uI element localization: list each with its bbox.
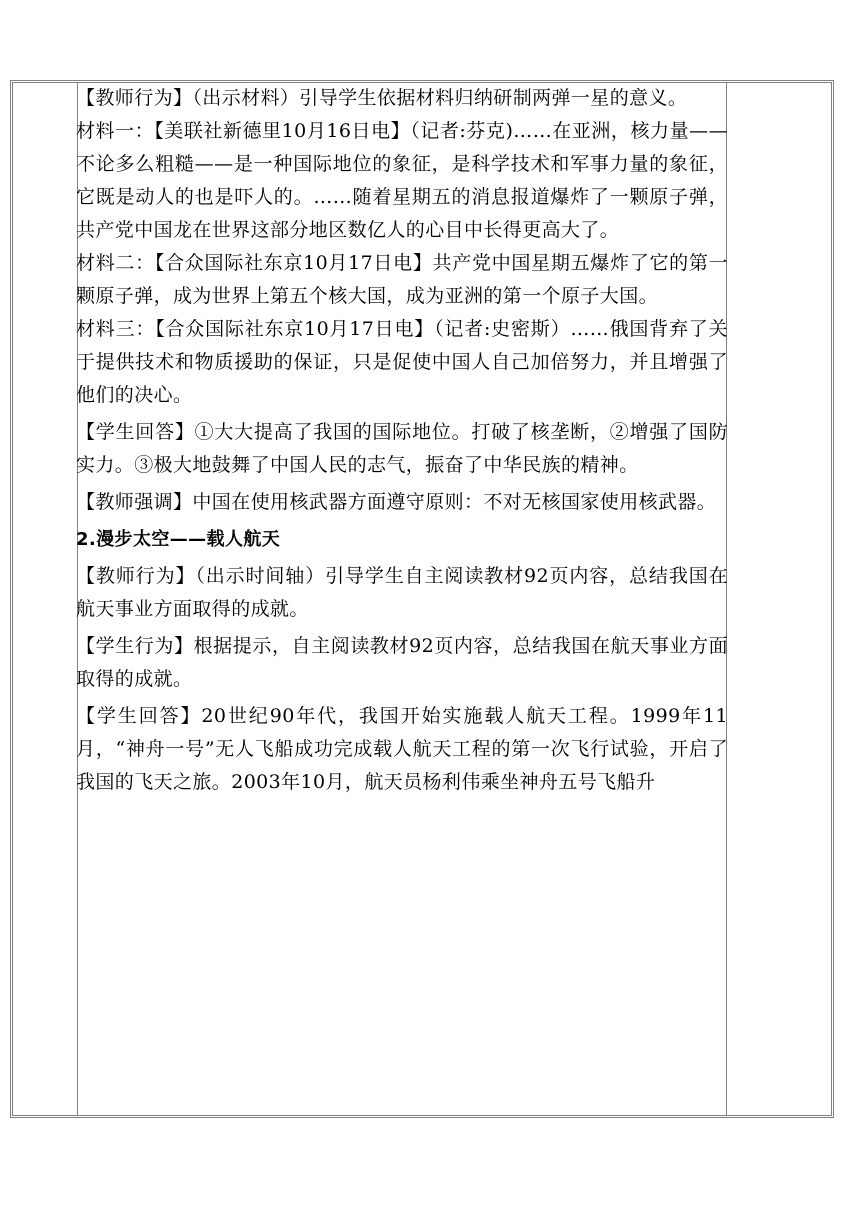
teacher-emphasis-paragraph: 【教师强调】中国在使用核武器方面遵守原则：不对无核国家使用核武器。 — [76, 491, 717, 513]
student-answer-paragraph: 【学生回答】①大大提高了我国的国际地位。打破了核垄断，②增强了国防实力。③极大地鼓舞了中国人民的志气，振奋了中华民族的精神。 — [76, 421, 728, 476]
teacher-action-paragraph: 【教师行为】（出示材料）引导学生依据材料归纳研制两弹一星的意义。 — [76, 87, 688, 109]
material-two-paragraph: 材料二：【合众国际社东京10月17日电】共产党中国星期五爆炸了它的第一颗原子弹，成为世界上第五个核大国，成为亚洲的第一个原子大国。 — [76, 252, 728, 307]
material-one-paragraph: 材料一：【美联社新德里10月16日电】（记者:芬克)……在亚洲，核力量——不论多么粗糙——是一种国际地位的象征，是科学技术和军事力量的象征，它既是动人的也是吓人的。……随着星期五的消息报道爆炸了一颗原子弹，共产党中国龙在世界这部分地区数亿人的心目中长得更高大了。 — [76, 120, 728, 241]
teacher-action-paragraph-2: 【教师行为】（出示时间轴）引导学生自主阅读教材92页内容，总结我国在航天事业方面取得的成就。 — [76, 565, 728, 620]
material-three-paragraph: 材料三：【合众国际社东京10月17日电】（记者:史密斯）……俄国背弃了关于提供技术和物质援助的保证，只是促使中国人自己加倍努力，并且增强了他们的决心。 — [76, 318, 728, 406]
lesson-content-cell — [76, 82, 728, 799]
student-action-paragraph: 【学生行为】根据提示，自主阅读教材92页内容，总结我国在航天事业方面取得的成就。 — [76, 635, 728, 690]
section-heading: 2.漫步太空——载人航天 — [76, 529, 281, 550]
student-answer-paragraph-2: 【学生回答】20世纪90年代，我国开始实施载人航天工程。1999年11月，“神舟一号”无人飞船成功完成载人航天工程的第一次飞行试验，开启了我国的飞天之旅。2003年10月，航天员杨利伟乘坐神舟五号飞船升 — [76, 705, 728, 793]
